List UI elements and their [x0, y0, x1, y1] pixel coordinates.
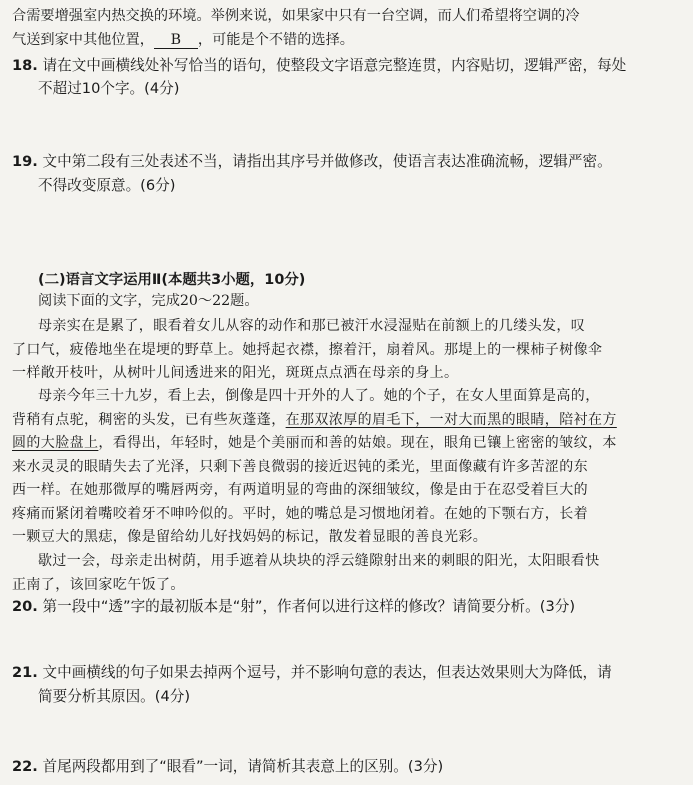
question-text: 首尾两段都用到了“眼看”一词，请简析其表意上的区别。(3分) — [42, 758, 444, 775]
question-number: 21. — [12, 664, 38, 681]
passage-text: ，看得出，年轻时，她是个美丽而和善的姑娘。现在，眼角已镶上密密的皱纹，本 — [98, 435, 617, 451]
passage-p1-line-1 — [38, 316, 585, 336]
question-text: 不得改变原意。(6分) — [38, 177, 176, 194]
section-title-text: (二)语言文字运用Ⅱ(本题共3小题，10分) — [38, 272, 306, 288]
question-19-line-2 — [38, 176, 175, 196]
passage-p3-line-1 — [38, 551, 600, 571]
question-text: 第一段中“透”字的最初版本是“射”，作者何以进行这样的修改？请简要分析。(3分) — [42, 598, 576, 615]
question-number: 20. — [12, 598, 38, 615]
question-21 — [12, 663, 612, 683]
passage-text: 正南了，该回家吃午饭了。 — [12, 577, 185, 593]
passage-text: 歇过一会，母亲走出树荫，用手遮着从块块的浮云缝隙射出来的刺眼的阳光，太阳眼看快 — [38, 553, 600, 569]
section-instruction — [38, 291, 259, 311]
continuation-line-1 — [12, 6, 580, 26]
question-number: 19. — [12, 153, 38, 170]
underlined-sentence: 圆的大脸盘上 — [12, 435, 99, 451]
passage-text: 母亲实在是累了，眼看着女儿从容的动作和那已被汗水浸湿贴在前额上的几缕头发，叹 — [38, 318, 586, 334]
passage-p2-line-4 — [12, 457, 588, 477]
passage-p2-line-2 — [12, 410, 617, 430]
question-text: 文中第二段有三处表述不当，请指出其序号并做修改，使语言表达准确流畅，逻辑严密。 — [42, 153, 612, 170]
passage-text: 一颗豆大的黑痣，像是留给幼儿好找妈妈的标记，散发着显眼的善良光彩。 — [12, 529, 488, 545]
question-20 — [12, 597, 575, 617]
underlined-sentence: 在那双浓厚的眉毛下，一对大而黑的眼睛，陪衬在方 — [285, 412, 617, 428]
continuation-text-post: ，可能是个不错的选择。 — [197, 32, 354, 48]
passage-p2-line-3 — [12, 433, 617, 453]
passage-p2-line-7 — [12, 527, 487, 547]
section-title — [38, 270, 305, 290]
passage-text: 背稍有点驼，稠密的头发，已有些灰蓬蓬， — [12, 412, 286, 428]
continuation-text: 合需要增强室内热交换的环境。举例来说，如果家中只有一台空调，而人们希望将空调的冷 — [12, 8, 580, 24]
question-text: 简要分析其原因。(4分) — [38, 688, 191, 705]
passage-text: 一样敞开枝叶，从树叶儿间透进来的阳光，斑斑点点洒在母亲的身上。 — [12, 365, 459, 381]
passage-p2-line-5 — [12, 480, 588, 500]
passage-text: 疼痛而紧闭着嘴咬着牙不呻吟似的。平时，她的嘴总是习惯地闭着。在她的下颚右方，长着 — [12, 506, 588, 522]
passage-p1-line-2 — [12, 340, 602, 360]
passage-p2-line-1 — [38, 386, 600, 406]
passage-p2-line-6 — [12, 504, 588, 524]
instruction-text: 阅读下面的文字，完成20～22题。 — [38, 293, 259, 309]
question-text: 不超过10个字。(4分) — [38, 80, 180, 97]
passage-text: 母亲今年三十九岁，看上去，倒像是四十开外的人了。她的个子，在女人里面算是高的， — [38, 388, 600, 404]
question-22 — [12, 757, 443, 777]
passage-p1-line-3 — [12, 363, 458, 383]
question-21-line-2 — [38, 687, 190, 707]
passage-p3-line-2 — [12, 575, 185, 595]
question-18 — [12, 56, 626, 76]
question-18-line-2 — [38, 79, 179, 99]
passage-text: 来水灵灵的眼睛失去了光泽，只剩下善良微弱的接近迟钝的柔光，里面像藏有许多苦涩的东 — [12, 459, 588, 475]
question-text: 文中画横线的句子如果去掉两个逗号，并不影响句意的表达，但表达效果则大为降低，请 — [42, 664, 612, 681]
continuation-line-2 — [12, 30, 354, 50]
question-number: 22. — [12, 758, 38, 775]
passage-text: 西一样。在她那微厚的嘴唇两旁，有两道明显的弯曲的深细皱纹，像是由于在忍受着巨大的 — [12, 482, 588, 498]
passage-text: 了口气，疲倦地坐在堤埂的野草上。她捋起衣襟，擦着汗，扇着风。那堤上的一棵柿子树像伞 — [12, 342, 603, 358]
question-number: 18. — [12, 57, 38, 74]
continuation-text-pre: 气送到家中其他位置， — [12, 32, 154, 48]
question-19 — [12, 152, 612, 172]
question-text: 请在文中画横线处补写恰当的语句，使整段文字语意完整连贯，内容贴切，逻辑严密，每处 — [42, 57, 627, 74]
answer-blank-b: B — [154, 32, 198, 49]
